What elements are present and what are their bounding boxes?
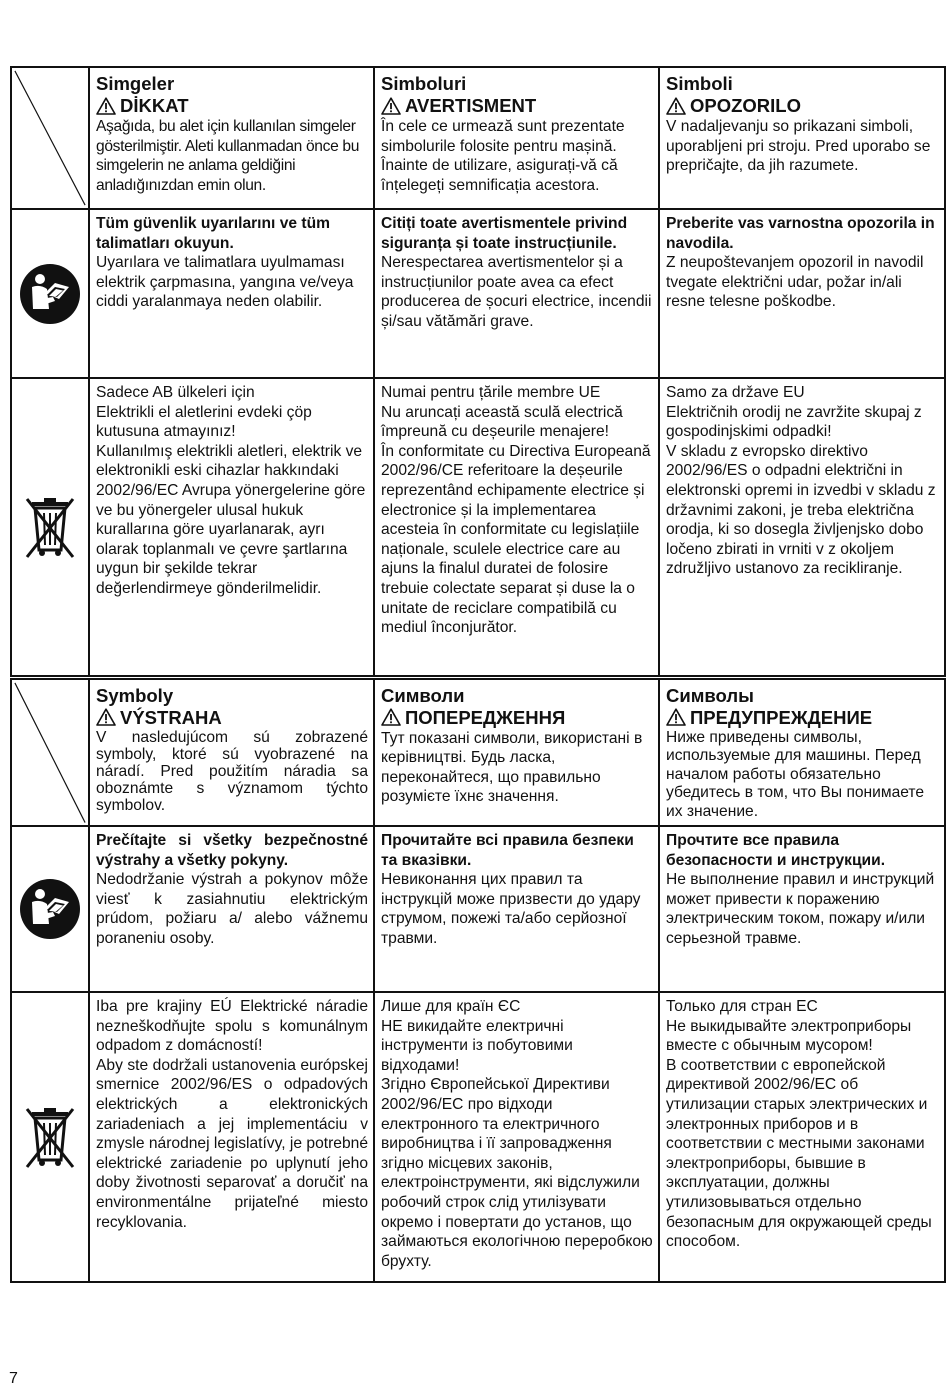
weee-row-2 [11, 992, 945, 1282]
uk-title: Символи [381, 684, 465, 706]
uk-read-bold: Прочитайте всі правила безпеки та вказівки. [381, 832, 634, 869]
warning-triangle-icon [666, 708, 686, 726]
sk-symbols-cell [89, 677, 374, 826]
crossed-bin-icon-cell-2 [11, 992, 89, 1282]
read-manual-row-2 [11, 826, 945, 992]
sl-symbols-cell [659, 67, 945, 209]
sl-read-cell [659, 209, 945, 378]
warning-triangle-icon [381, 708, 401, 726]
uk-intro: Тут показані символи, використані в керівництві. Будь ласка, переконайтеся, що правильно розумієте їхнє значення. [381, 729, 643, 806]
ru-title: Символы [666, 684, 754, 706]
ro-title: Simboluri [381, 73, 467, 94]
uk-warning-label: ПОПЕРЕДЖЕННЯ [405, 706, 566, 728]
tr-title: Simgeler [96, 73, 175, 94]
crossed-bin-icon [24, 495, 76, 559]
sk-read-cell [89, 826, 374, 992]
page-number: 7 [9, 1370, 18, 1387]
sk-read-bold: Prečítajte si všetky bezpečnostné výstrahy a všetky pokyny. [96, 832, 368, 869]
tr-warning [96, 94, 368, 117]
diagonal-line-icon [12, 680, 88, 826]
read-manual-icon-cell-2 [11, 826, 89, 992]
warning-triangle-icon [666, 97, 686, 115]
tr-warning-label: DİKKAT [120, 95, 189, 116]
tr-symbols-cell [89, 67, 374, 209]
uk-symbols-cell [374, 677, 659, 826]
sl-read-text: Z neupoštevanjem opozoril in navodil tvegate električni udar, požar in/ali resne telesne poškodbe. [666, 254, 924, 311]
weee-row [11, 378, 945, 677]
sl-weee-text: Samo za države EU Električnih orodij ne zavržite skupaj z gospodinjskimi odpadki! V skladu z evropsko direktivo 2002/96/ES o odpadni električni in elektronski opremi in izvedbi v skladu z državnimi zakoni, je treba električna orodja, ki so dosegla življenjsko dobo ločeno zbirati in vrniti v z okoljem združljivo ustanovo za recikliranje. [666, 384, 936, 578]
sl-title: Simboli [666, 73, 733, 94]
ro-weee-cell [374, 378, 659, 677]
ru-read-text: Не выполнение правил и инструкций может привести к поражению электрическим током, пожару и/или серьезной травме. [666, 871, 935, 947]
ro-warning-label: AVERTISMENT [405, 95, 537, 116]
sk-weee-cell [89, 992, 374, 1282]
uk-warning [381, 706, 653, 729]
tr-read-text: Uyarılara ve talimatlara uyulmaması elektrik çarpmasına, yangına ve/veya ciddi yaralanmaya neden olabilir. [96, 254, 354, 311]
ru-read-cell [659, 826, 945, 992]
ro-symbols-cell [374, 67, 659, 209]
diagonal-cell-2 [11, 677, 89, 826]
warning-triangle-icon [96, 708, 116, 726]
sk-warning [96, 706, 368, 729]
ru-intro: Ниже приведены символы, используемые для машины. Перед началом работы обязательно убедитесь в том, что Вы понимаете их значение. [666, 728, 925, 820]
uk-weee-text: Лише для країн ЄС НЕ викидайте електричні інструменти із побутовими відходами! Згідно Європейської Директиви 2002/96/ЕС про відходи електронного та електричного виробництва і її запровадження згідно місцевих законів, електроінструменти, які відслужили робочий строк слід утилізувати окремо і повертати до установ, що займаються екологічною переробкою брухту. [381, 998, 653, 1270]
tr-intro: Aşağıda, bu alet için kullanılan simgeler gösterilmiştir. Aleti kullanmadan önce bu simgelerin ne anlama geldiğini anladığınızdan emin olun. [96, 118, 360, 194]
ru-weee-cell [659, 992, 945, 1282]
tr-read-bold: Tüm güvenlik uyarılarını ve tüm talimatları okuyun. [96, 215, 330, 252]
read-manual-row [11, 209, 945, 378]
ru-read-bold: Прочтите все правила безопасности и инструкции. [666, 832, 886, 869]
warning-triangle-icon [381, 97, 401, 115]
ro-weee-text: Numai pentru țările membre UE Nu aruncați această sculă electrică împreună cu deșeurile menajere! În conformitate cu Directiva Europeană 2002/96/CE referitoare la deșeurile reprezentând echipamente electrice și electronice și la implementarea acesteia în conformitate cu legislațiile naționale, sculele electrice care au ajuns la finalul duratei de folosire trebuie colectate separat și duse la o unitate de reciclare compatibilă cu mediul înconjurător. [381, 384, 651, 637]
diagonal-line-icon [12, 68, 88, 208]
sk-title: Symboly [96, 684, 174, 706]
tr-weee-text: Sadece AB ülkeleri için Elektrikli el aletlerini evdeki çöp kutusuna atmayınız! Kullanılmış elektrikli aletleri, elektrik ve elektronikli eski cihazlar hakkındaki 2002/96/EC Avrupa yönergelerine göre ve bu yönergeler ulusal hukuk kurallarına göre uyarlanarak, ayrı olarak toplanmalı ve çevre şartlarına uygun bir şekilde tekrar değerlendirmeye gönderilmelidir. [96, 384, 366, 597]
tr-read-cell [89, 209, 374, 378]
ru-symbols-cell [659, 677, 945, 826]
ro-warning [381, 94, 653, 117]
sl-intro: V nadaljevanju so prikazani simboli, uporabljeni pri stroju. Pred uporabo se prepričajte, da jih razumete. [666, 118, 931, 175]
read-manual-icon-cell [11, 209, 89, 378]
ro-read-text: Nerespectarea avertismentelor și a instrucțiunilor poate avea ca efect producerea de șocuri electrice, incendii și/sau vătămări grave. [381, 254, 652, 330]
tr-weee-cell [89, 378, 374, 677]
sk-warning-label: VÝSTRAHA [120, 706, 222, 728]
symbols-table [10, 66, 946, 1283]
sk-read-text: Nedodržanie výstrah a pokynov môže viesť k zasiahnutiu elektrickým prúdom, požiaru a/ alebo vážnemu poraneniu osoby. [96, 871, 368, 947]
ru-warning-label: ПРЕДУПРЕЖДЕНИЕ [690, 706, 873, 728]
uk-read-text: Невиконання цих правил та інструкцій може призвести до удару струмом, пожежі та/або серйозної травми. [381, 871, 641, 947]
sl-weee-cell [659, 378, 945, 677]
ru-weee-text: Только для стран ЕС Не выкидывайте электроприборы вместе с обычным мусором! В соответствии с европейской директивой 2002/96/ЕС об утилизации старых электрических и электронных приборов и в соответствии с местными законами электроприборы, бывшие в эксплуатации, должны утилизовываться отдельно безопасным для окружающей среды способом. [666, 998, 932, 1251]
symbols-header-row-2 [11, 677, 945, 826]
read-manual-icon [19, 263, 81, 325]
sl-read-bold: Preberite vas varnostna opozorila in navodila. [666, 215, 935, 252]
read-manual-icon [19, 878, 81, 940]
ro-read-bold: Citiți toate avertismentele privind siguranța și toate instrucțiunile. [381, 215, 628, 252]
sk-weee-text: Iba pre krajiny EÚ Elektrické náradie nezneškodňujte spolu s komunálnym odpadom z domácností! Aby ste dodržali ustanovenia európskej smernice 2002/96/ES o odpadových elektrických a elektronických zariadeniach a jej implementáciu v zmysle národnej legislatívy, je potrebné elektrické zariadenie po uplynutí jeho doby životnosti separovať a doručiť na environmentálne prijateľné miesto recyklovania. [96, 998, 368, 1231]
sk-intro: V nasledujúcom sú zobrazené symboly, ktoré sú vyobrazené na náradí. Pred použitím náradia sa oboznámte s významom týchto symbolov. [96, 728, 368, 814]
ro-read-cell [374, 209, 659, 378]
crossed-bin-icon [24, 1105, 76, 1169]
ru-warning [666, 706, 939, 729]
warning-triangle-icon [96, 97, 116, 115]
sl-warning [666, 94, 939, 117]
uk-weee-cell [374, 992, 659, 1282]
uk-read-cell [374, 826, 659, 992]
ro-intro: În cele ce urmează sunt prezentate simbolurile folosite pentru mașină. Înainte de utilizare, asigurați-vă că înțelegeți semnificația acestora. [381, 118, 625, 194]
sl-warning-label: OPOZORILO [690, 95, 801, 116]
symbols-header-row [11, 67, 945, 209]
diagonal-cell [11, 67, 89, 209]
crossed-bin-icon-cell [11, 378, 89, 677]
